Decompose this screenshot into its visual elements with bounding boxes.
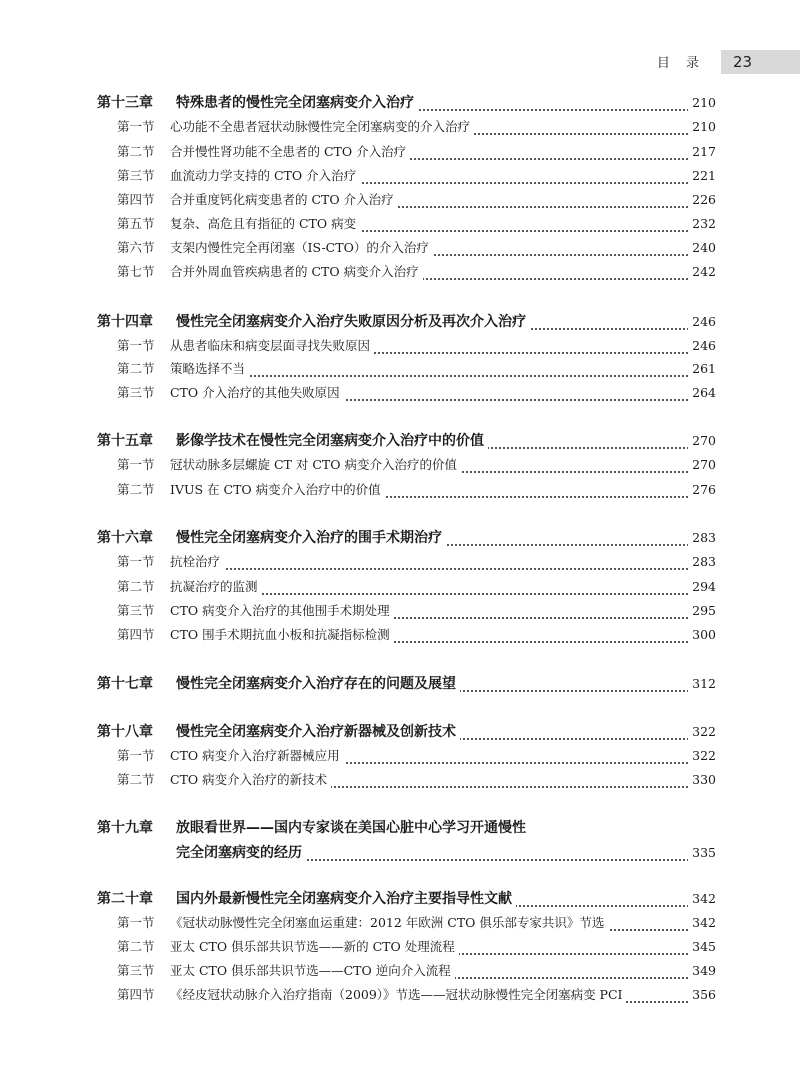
toc-section-entry — [0, 936, 800, 958]
entry-page-number: 264 — [688, 382, 716, 404]
entry-number: 第四节 — [117, 627, 155, 642]
entry-page-number: 342 — [688, 912, 716, 934]
toc-section-entry — [0, 600, 800, 622]
toc-section-entry — [0, 769, 800, 791]
toc-chapter-entry — [0, 673, 800, 695]
entry-number: 第二节 — [117, 482, 155, 497]
toc-section-entry — [0, 454, 800, 476]
toc-section-entry — [0, 237, 800, 259]
entry-number: 第一节 — [117, 915, 155, 930]
entry-title: 支架内慢性完全再闭塞（IS-CTO）的介入治疗 — [170, 237, 433, 259]
entry-title: 放眼看世界——国内专家谈在美国心脏中心学习开通慢性 — [176, 817, 530, 839]
entry-number: 第二节 — [117, 939, 155, 954]
entry-title: 慢性完全闭塞病变介入治疗的围手术期治疗 — [176, 527, 446, 549]
toc-section-entry — [0, 576, 800, 598]
entry-number: 第四节 — [117, 192, 155, 207]
entry-page-number: 330 — [688, 769, 716, 791]
entry-number: 第二节 — [117, 361, 155, 376]
entry-title: 合并慢性肾功能不全患者的 CTO 介入治疗 — [170, 141, 410, 163]
entry-page-number: 356 — [688, 984, 716, 1006]
entry-number: 第一节 — [117, 554, 155, 569]
entry-number: 第三节 — [117, 603, 155, 618]
entry-title: 抗栓治疗 — [170, 551, 224, 573]
entry-title: 《经皮冠状动脉介入治疗指南（2009）》节选——冠状动脉慢性完全闭塞病变 PCI — [170, 984, 626, 1006]
toc-chapter-entry — [0, 817, 800, 839]
toc-section-entry — [0, 189, 800, 211]
entry-number: 第一节 — [117, 338, 155, 353]
page-number: 23 — [733, 53, 753, 71]
entry-number: 第六节 — [117, 240, 155, 255]
entry-title: 慢性完全闭塞病变介入治疗新器械及创新技术 — [176, 721, 460, 743]
entry-page-number: 246 — [688, 311, 716, 333]
entry-page-number: 342 — [688, 888, 716, 910]
entry-page-number: 283 — [688, 527, 716, 549]
toc-section-entry — [0, 335, 800, 357]
entry-title: 冠状动脉多层螺旋 CT 对 CTO 病变介入治疗的价值 — [170, 454, 461, 476]
entry-title: CTO 病变介入治疗的其他围手术期处理 — [170, 600, 394, 622]
entry-page-number: 226 — [688, 189, 716, 211]
entry-title: 完全闭塞病变的经历 — [176, 842, 306, 864]
entry-page-number: 345 — [688, 936, 716, 958]
toc-section-entry — [0, 479, 800, 501]
entry-title: CTO 病变介入治疗新器械应用 — [170, 745, 344, 767]
entry-page-number: 322 — [688, 721, 716, 743]
entry-number: 第十五章 — [97, 433, 153, 449]
entry-number: 第三节 — [117, 385, 155, 400]
entry-number: 第二十章 — [97, 891, 153, 907]
entry-number: 第一节 — [117, 457, 155, 472]
toc-chapter-entry — [0, 842, 800, 864]
toc-section-entry — [0, 745, 800, 767]
entry-page-number: 221 — [688, 165, 716, 187]
entry-page-number: 276 — [688, 479, 716, 501]
entry-title: 亚太 CTO 俱乐部共识节选——CTO 逆向介入流程 — [170, 960, 455, 982]
toc-chapter-entry — [0, 888, 800, 910]
entry-number: 第三节 — [117, 963, 155, 978]
entry-number: 第五节 — [117, 216, 155, 231]
header-label: 目 录 — [656, 56, 705, 71]
entry-number: 第二节 — [117, 579, 155, 594]
entry-page-number: 217 — [688, 141, 716, 163]
entry-page-number: 261 — [688, 358, 716, 380]
entry-title: CTO 围手术期抗血小板和抗凝指标检测 — [170, 624, 394, 646]
entry-number: 第七节 — [117, 264, 155, 279]
entry-page-number: 294 — [688, 576, 716, 598]
entry-number: 第一节 — [117, 119, 155, 134]
toc-chapter-entry — [0, 721, 800, 743]
toc-section-entry — [0, 141, 800, 163]
entry-number: 第四节 — [117, 987, 155, 1002]
entry-page-number: 283 — [688, 551, 716, 573]
entry-title: 影像学技术在慢性完全闭塞病变介入治疗中的价值 — [176, 430, 488, 452]
entry-number: 第十九章 — [97, 820, 153, 836]
entry-title: 慢性完全闭塞病变介入治疗失败原因分析及再次介入治疗 — [176, 311, 530, 333]
toc-chapter-entry — [0, 430, 800, 452]
entry-page-number: 232 — [688, 213, 716, 235]
entry-title: 血流动力学支持的 CTO 介入治疗 — [170, 165, 360, 187]
entry-title: 复杂、高危且有指征的 CTO 病变 — [170, 213, 360, 235]
entry-title: 慢性完全闭塞病变介入治疗存在的问题及展望 — [176, 673, 460, 695]
entry-number: 第十七章 — [97, 676, 153, 692]
entry-page-number: 270 — [688, 454, 716, 476]
entry-title: 合并重度钙化病变患者的 CTO 介入治疗 — [170, 189, 398, 211]
entry-title: 从患者临床和病变层面寻找失败原因 — [170, 335, 374, 357]
entry-title: 亚太 CTO 俱乐部共识节选——新的 CTO 处理流程 — [170, 936, 459, 958]
toc-section-entry — [0, 960, 800, 982]
toc-section-entry — [0, 213, 800, 235]
entry-page-number: 246 — [688, 335, 716, 357]
entry-page-number: 300 — [688, 624, 716, 646]
entry-title: IVUS 在 CTO 病变介入治疗中的价值 — [170, 479, 385, 501]
entry-page-number: 295 — [688, 600, 716, 622]
entry-title: 心功能不全患者冠状动脉慢性完全闭塞病变的介入治疗 — [170, 116, 474, 138]
toc-section-entry — [0, 382, 800, 404]
entry-page-number: 335 — [688, 842, 716, 864]
entry-title: 合并外周血管疾病患者的 CTO 病变介入治疗 — [170, 261, 423, 283]
toc-section-entry — [0, 165, 800, 187]
entry-title: CTO 介入治疗的其他失败原因 — [170, 382, 344, 404]
entry-page-number: 242 — [688, 261, 716, 283]
entry-page-number: 270 — [688, 430, 716, 452]
entry-number: 第二节 — [117, 144, 155, 159]
entry-title: 国内外最新慢性完全闭塞病变介入治疗主要指导性文献 — [176, 888, 516, 910]
entry-number: 第十四章 — [97, 314, 153, 330]
toc-section-entry — [0, 116, 800, 138]
toc-section-entry — [0, 551, 800, 573]
entry-number: 第三节 — [117, 168, 155, 183]
entry-title: CTO 病变介入治疗的新技术 — [170, 769, 331, 791]
leader-dots — [170, 565, 700, 570]
entry-page-number: 210 — [688, 116, 716, 138]
toc-chapter-entry — [0, 311, 800, 333]
toc-section-entry — [0, 624, 800, 646]
entry-number: 第二节 — [117, 772, 155, 787]
entry-page-number: 349 — [688, 960, 716, 982]
entry-number: 第十六章 — [97, 530, 153, 546]
toc-section-entry — [0, 912, 800, 934]
entry-page-number: 240 — [688, 237, 716, 259]
entry-title: 《冠状动脉慢性完全闭塞血运重建：2012 年欧洲 CTO 俱乐部专家共识》节选 — [170, 912, 608, 934]
entry-number: 第十三章 — [97, 95, 153, 111]
entry-number: 第一节 — [117, 748, 155, 763]
entry-number: 第十八章 — [97, 724, 153, 740]
entry-title: 抗凝治疗的监测 — [170, 576, 262, 598]
leader-dots — [170, 372, 700, 377]
toc-section-entry — [0, 984, 800, 1006]
toc-chapter-entry — [0, 527, 800, 549]
toc-chapter-entry — [0, 92, 800, 114]
entry-title: 策略选择不当 — [170, 358, 249, 380]
entry-page-number: 322 — [688, 745, 716, 767]
entry-page-number: 210 — [688, 92, 716, 114]
entry-page-number: 312 — [688, 673, 716, 695]
toc-section-entry — [0, 358, 800, 380]
entry-title: 特殊患者的慢性完全闭塞病变介入治疗 — [176, 92, 418, 114]
toc-section-entry — [0, 261, 800, 283]
